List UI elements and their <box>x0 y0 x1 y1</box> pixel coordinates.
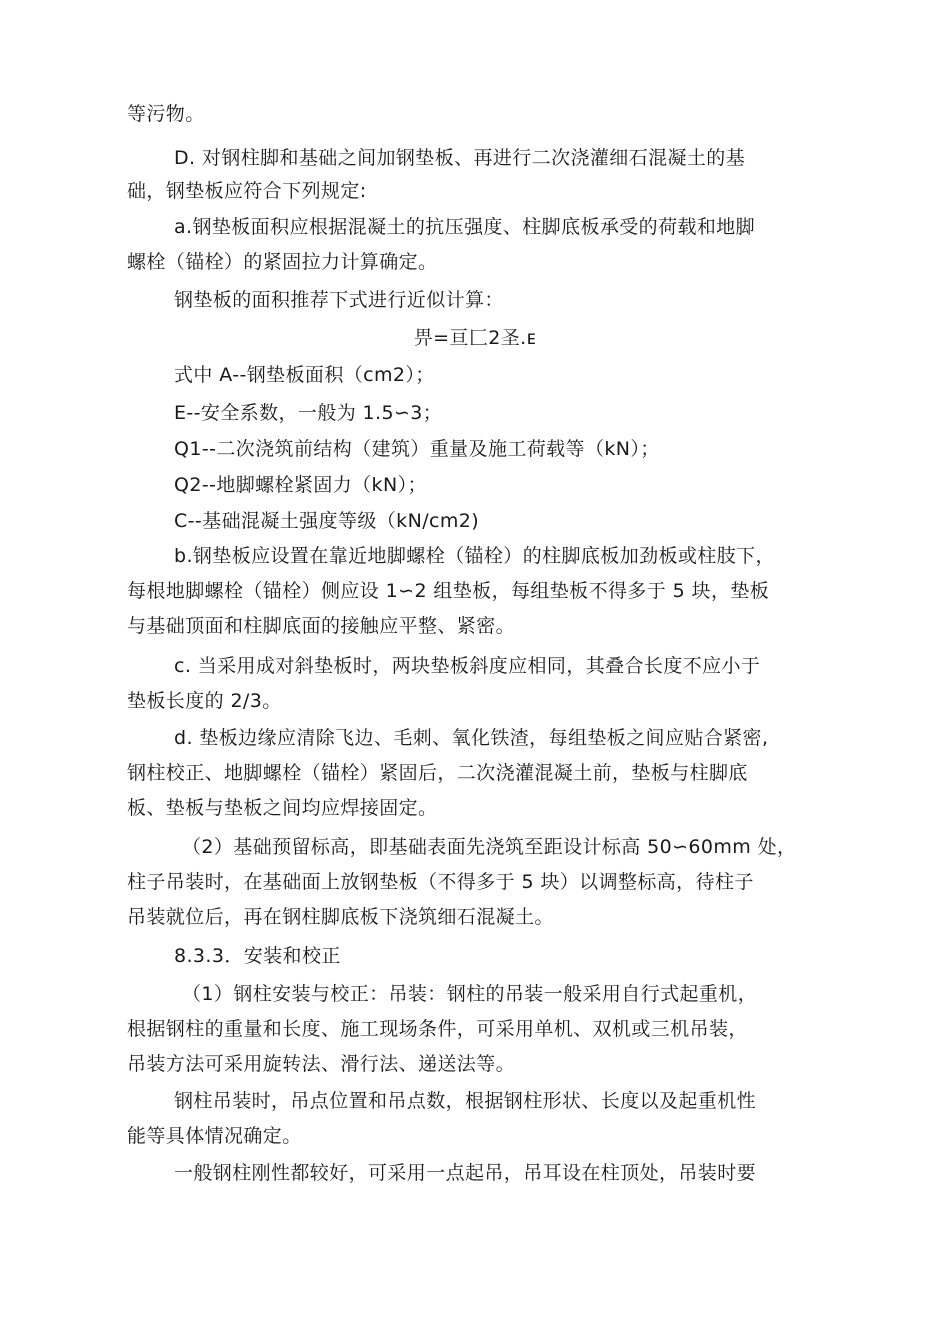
section-heading: 8.3.3．安装和校正 <box>174 945 341 967</box>
text-line: d. 垫板边缘应清除飞边、毛刺、氧化铁渣，每组垫板之间应贴合紧密, <box>174 727 769 749</box>
text-line: 垫板长度的 2/3。 <box>127 690 282 712</box>
text-line: 钢垫板的面积推荐下式进行近似计算： <box>174 289 504 311</box>
text-line: 一般钢柱刚性都较好，可采用一点起吊，吊耳设在柱顶处，吊装时要 <box>174 1162 757 1184</box>
text-line: （1）钢柱安装与校正：吊装：钢柱的吊装一般采用自行式起重机， <box>182 983 758 1005</box>
text-line: （2）基础预留标高，即基础表面先浇筑至距设计标高 50∽60mm 处， <box>182 836 797 858</box>
text-line: E--安全系数，一般为 1.5∽3； <box>174 402 443 424</box>
text-line: 板、垫板与垫板之间均应焊接固定。 <box>127 797 438 819</box>
text-line: 能等具体情况确定。 <box>127 1125 302 1147</box>
text-line: 钢柱吊装时，吊点位置和吊点数，根据钢柱形状、长度以及起重机性 <box>174 1090 757 1112</box>
text-line: 根据钢柱的重量和长度、施工现场条件，可采用单机、双机或三机吊装， <box>127 1018 748 1040</box>
text-line: 柱子吊装时，在基础面上放钢垫板（不得多于 5 块）以调整标高，待柱子 <box>127 871 754 893</box>
text-line: 等污物。 <box>127 103 205 125</box>
text-line: 式中 A--钢垫板面积（cm2）； <box>174 364 435 386</box>
text-line: 螺栓（锚栓）的紧固拉力计算确定。 <box>127 251 438 273</box>
text-line: Q2--地脚螺栓紧固力（kN）； <box>174 474 427 496</box>
text-line: b.钢垫板应设置在靠近地脚螺栓（锚栓）的柱脚底板加劲板或柱肢下， <box>174 545 775 567</box>
text-line: C--基础混凝土强度等级（kN/cm2) <box>174 510 480 532</box>
text-line: D. 对钢柱脚和基础之间加钢垫板、再进行二次浇灌细石混凝土的基 <box>174 147 746 169</box>
formula-line: 畀=亘匚2圣.ᴇ <box>413 327 537 349</box>
text-line: 钢柱校正、地脚螺栓（锚栓）紧固后，二次浇灌混凝土前，垫板与柱脚底 <box>127 762 748 784</box>
text-line: Q1--二次浇筑前结构（建筑）重量及施工荷载等（kN）； <box>174 438 660 460</box>
text-line: 与基础顶面和柱脚底面的接触应平整、紧密。 <box>127 615 516 637</box>
text-line: 吊装就位后，再在钢柱脚底板下浇筑细石混凝土。 <box>127 906 554 928</box>
text-line: 每根地脚螺栓（锚栓）侧应设 1∽2 组垫板，每组垫板不得多于 5 块，垫板 <box>127 580 770 602</box>
text-line: 吊装方法可采用旋转法、滑行法、递送法等。 <box>127 1053 516 1075</box>
text-line: a.钢垫板面积应根据混凝土的抗压强度、柱脚底板承受的荷载和地脚 <box>174 216 756 238</box>
text-line: c. 当采用成对斜垫板时，两块垫板斜度应相同，其叠合长度不应小于 <box>174 655 761 677</box>
text-line: 础，钢垫板应符合下列规定: <box>127 180 367 202</box>
